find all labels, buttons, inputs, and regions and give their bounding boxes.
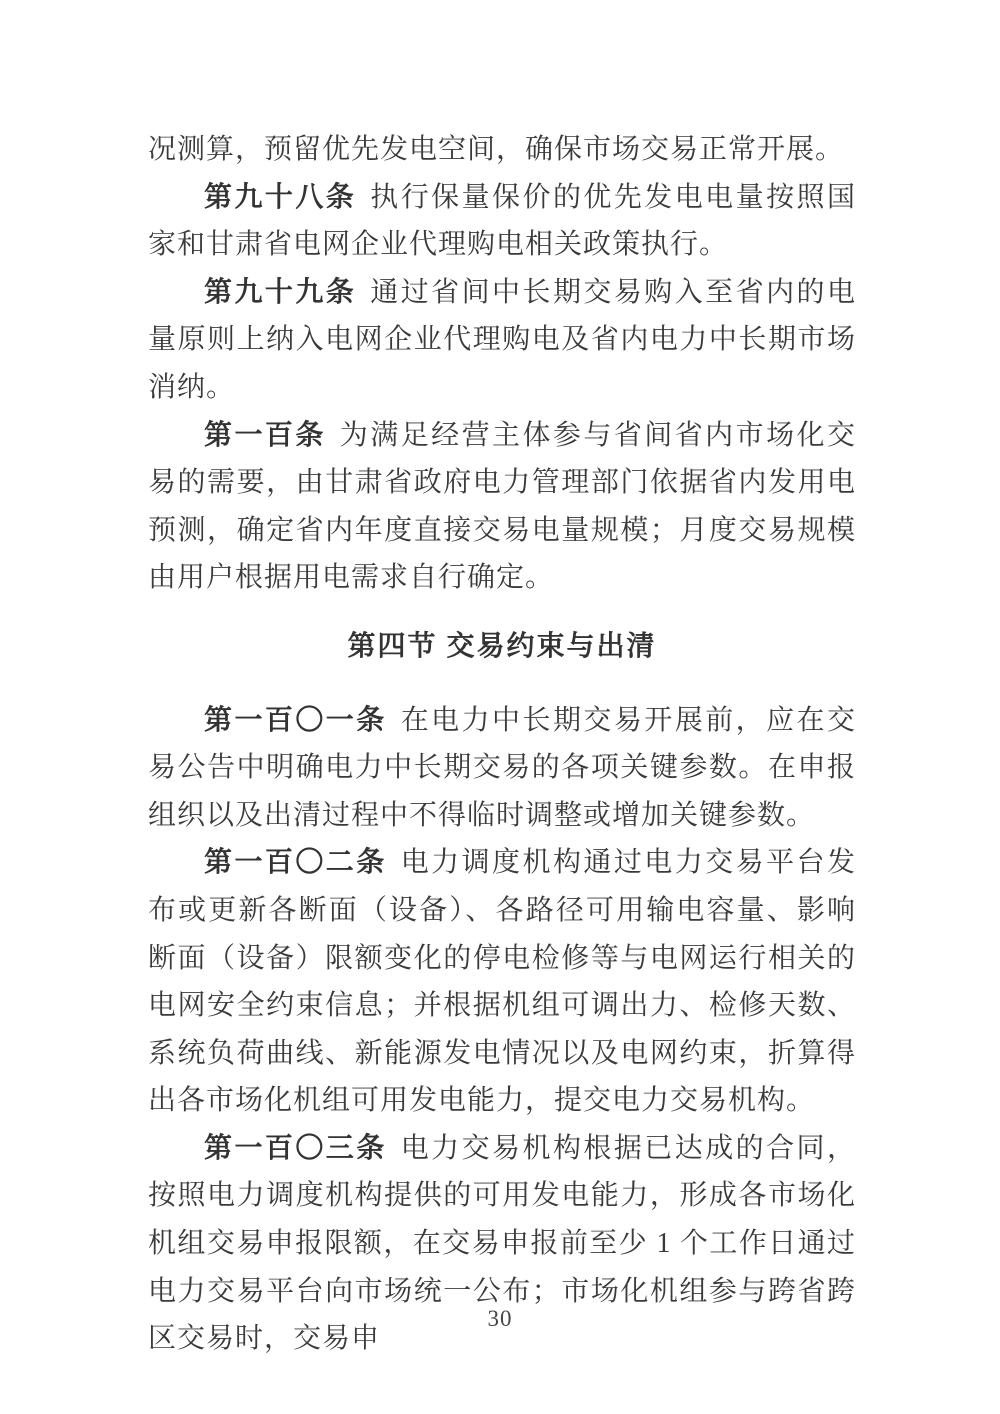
article-paragraph [148, 269, 856, 412]
section-heading: 第四节 交易约束与出清 [347, 630, 657, 662]
article-paragraph [148, 697, 856, 840]
article-paragraph [148, 412, 856, 602]
article-number: 第一百〇二条 [204, 847, 387, 879]
article-paragraph [148, 174, 856, 269]
article-paragraph [148, 839, 856, 1125]
article-number: 第一百〇一条 [204, 704, 387, 736]
article-number: 第九十八条 [204, 181, 357, 213]
article-text: 执行保量保价的优先发电电量按照国家和甘肃省电网企业代理购电相关政策执行。 [148, 181, 856, 261]
article-text: 电力交易机构根据已达成的合同，按照电力调度机构提供的可用发电能力，形成各市场化机组交易申报限额，在交易申报前至少 1 个工作日通过电力交易平台向市场统一公布；市场化机组参与跨省跨区交易时，交易申 [148, 1132, 856, 1355]
document-body [148, 126, 856, 1363]
article-text: 为满足经营主体参与省间省内市场化交易的需要，由甘肃省政府电力管理部门依据省内发用电预测，确定省内年度直接交易电量规模；月度交易规模由用户根据用电需求自行确定。 [148, 419, 856, 594]
article-text: 通过省间中长期交易购入至省内的电量原则上纳入电网企业代理购电及省内电力中长期市场消纳。 [148, 276, 856, 403]
paragraph-continuation [148, 126, 856, 174]
article-number: 第九十九条 [204, 276, 357, 308]
article-text: 电力调度机构通过电力交易平台发布或更新各断面（设备）、各路径可用输电容量、影响断面（设备）限额变化的停电检修等与电网运行相关的电网安全约束信息；并根据机组可调出力、检修天数、系统负荷曲线、新能源发电情况以及电网约束，折算得出各市场化机组可用发电能力，提交电力交易机构。 [148, 847, 856, 1117]
article-text: 在电力中长期交易开展前，应在交易公告中明确电力中长期交易的各项关键参数。在申报组织以及出清过程中不得临时调整或增加关键参数。 [148, 704, 856, 831]
article-number: 第一百〇三条 [204, 1132, 387, 1164]
page-number: 30 [487, 1306, 513, 1331]
paragraph-text: 况测算，预留优先发电空间，确保市场交易正常开展。 [148, 134, 845, 165]
article-number: 第一百条 [204, 419, 326, 451]
